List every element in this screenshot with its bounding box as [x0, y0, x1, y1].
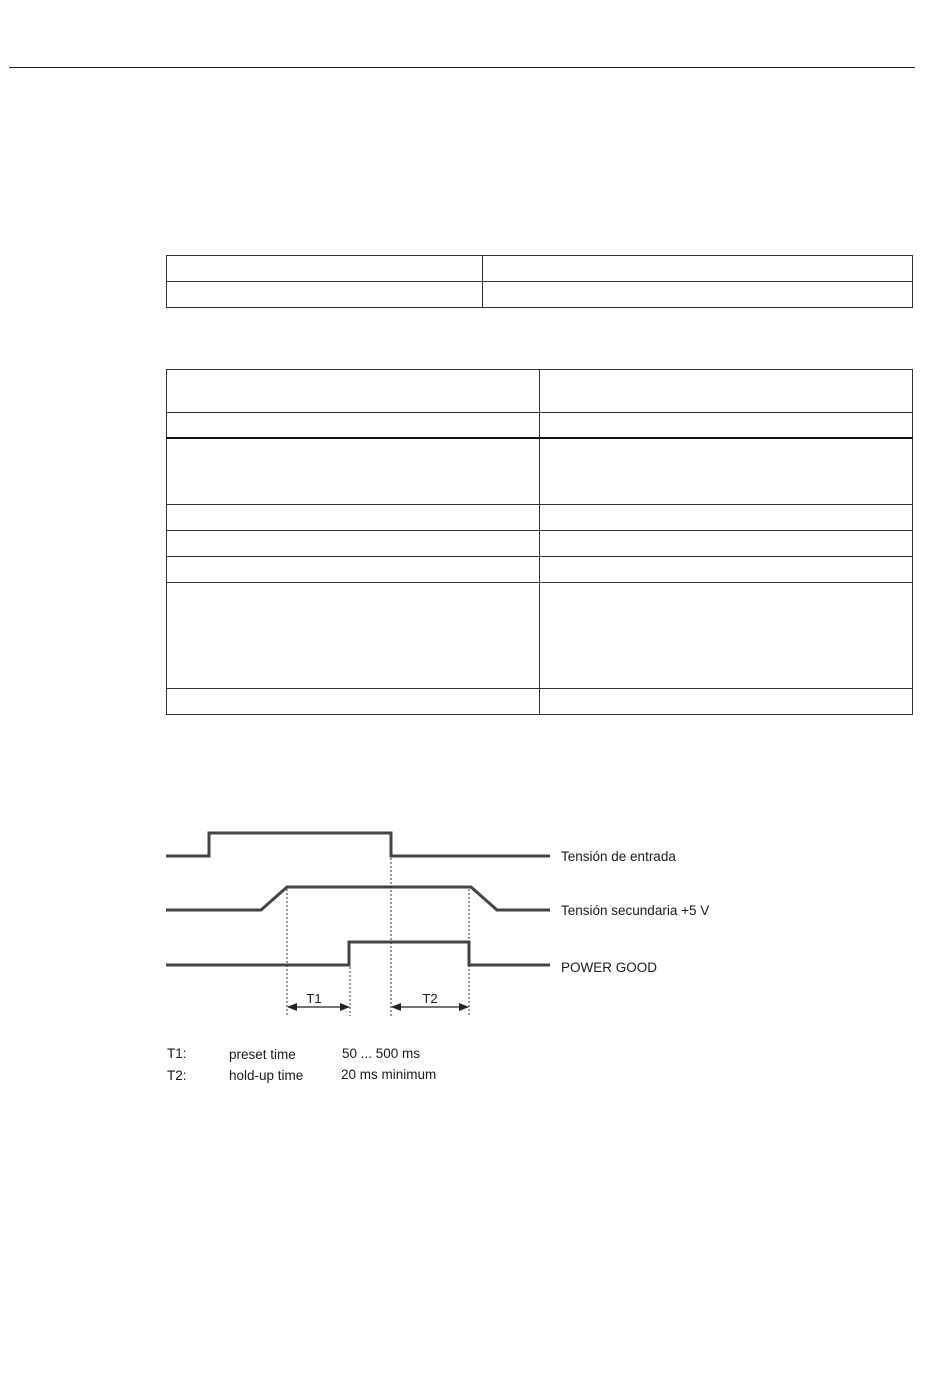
legend-key-t2: T2:: [167, 1068, 187, 1083]
power-good-label: POWER GOOD: [561, 960, 658, 975]
legend-name-t1: preset time: [229, 1047, 296, 1062]
secondary-voltage-waveform: [166, 887, 550, 910]
legend-value-t1: 50 ... 500 ms: [342, 1046, 421, 1061]
secondary-voltage-label: Tensión secundaria +5 V: [561, 903, 710, 918]
input-voltage-label: Tensión de entrada: [561, 849, 676, 864]
legend-value-t2: 20 ms minimum: [341, 1067, 437, 1082]
legend-key-t1: T1:: [167, 1046, 187, 1061]
legend-name-t2: hold-up time: [229, 1068, 304, 1083]
power-good-waveform: [166, 942, 550, 965]
input-voltage-waveform: [166, 833, 550, 856]
t1-label: T1: [306, 991, 322, 1006]
t2-label: T2: [422, 991, 438, 1006]
